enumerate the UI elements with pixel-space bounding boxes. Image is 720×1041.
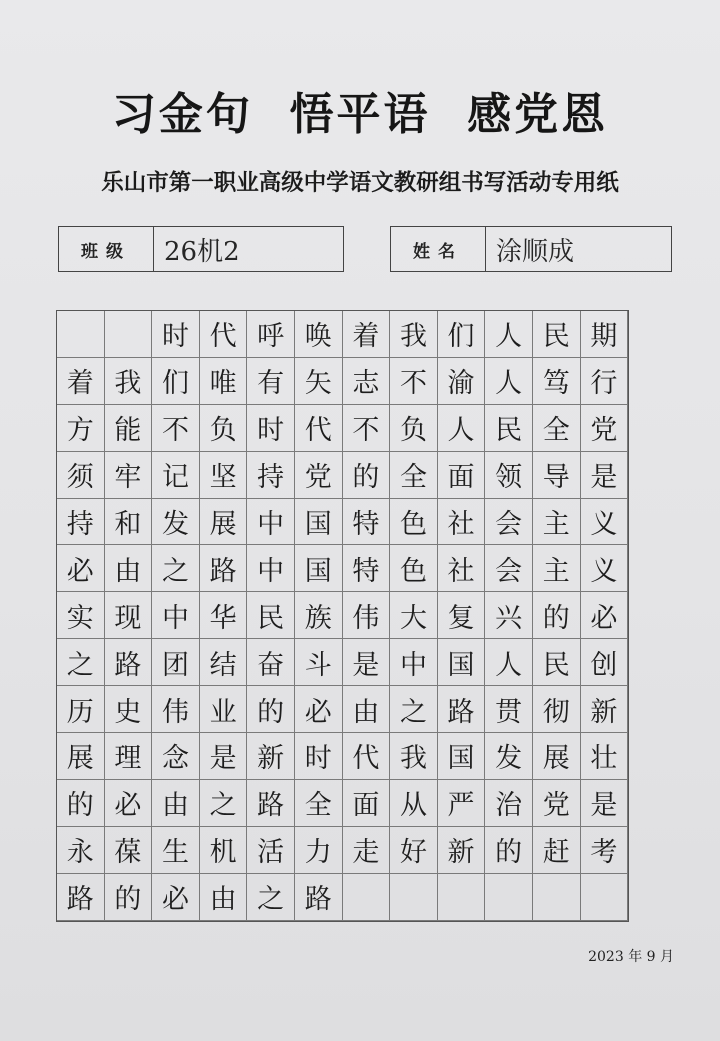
grid-cell: 着: [343, 311, 391, 358]
grid-cell: 永: [57, 827, 105, 874]
grid-cell: 伟: [152, 686, 200, 733]
grid-cell: 笃: [533, 358, 581, 405]
grid-cell: 唯: [200, 358, 248, 405]
grid-cell: 路: [247, 780, 295, 827]
grid-cell: 民: [247, 592, 295, 639]
grid-cell: 坚: [200, 452, 248, 499]
grid-cell: 路: [105, 639, 153, 686]
grid-cell: 的: [105, 874, 153, 921]
grid-cell: 会: [485, 545, 533, 592]
name-value: 涂顺成: [496, 236, 575, 267]
grid-cell: 走: [343, 827, 391, 874]
grid-cell: 党: [581, 405, 629, 452]
grid-cell: 展: [57, 733, 105, 780]
page-subtitle: 乐山市第一职业高级中学语文教研组书写活动专用纸: [101, 170, 619, 196]
grid-cell: 斗: [295, 639, 343, 686]
grid-cell: 能: [105, 405, 153, 452]
grid-cell: 新: [581, 686, 629, 733]
grid-cell: 必: [152, 874, 200, 921]
grid-cell: 念: [152, 733, 200, 780]
grid-cell: 代: [343, 733, 391, 780]
grid-cell: 们: [152, 358, 200, 405]
grid-cell: [57, 311, 105, 358]
grid-cell: 义: [581, 499, 629, 546]
grid-cell: 我: [390, 311, 438, 358]
grid-cell: 壮: [581, 733, 629, 780]
grid-cell: 我: [390, 733, 438, 780]
grid-cell: 中: [247, 545, 295, 592]
grid-cell: 负: [200, 405, 248, 452]
page-title: 习金句 悟平语 感党恩: [111, 89, 609, 140]
grid-cell: 路: [438, 686, 486, 733]
grid-cell: 展: [200, 499, 248, 546]
grid-cell: 的: [485, 827, 533, 874]
grid-cell: 力: [295, 827, 343, 874]
grid-cell: 治: [485, 780, 533, 827]
grid-cell: 期: [581, 311, 629, 358]
name-label: 姓名: [391, 227, 486, 271]
grid-cell: 持: [247, 452, 295, 499]
grid-cell: 代: [200, 311, 248, 358]
grid-cell: 奋: [247, 639, 295, 686]
grid-cell: 主: [533, 499, 581, 546]
grid-cell: 矢: [295, 358, 343, 405]
date-label: 2023 年 9 月: [588, 949, 674, 965]
grid-cell: 创: [581, 639, 629, 686]
grid-cell: 特: [343, 545, 391, 592]
grid-cell: 实: [57, 592, 105, 639]
grid-cell: 的: [57, 780, 105, 827]
grid-cell: 全: [533, 405, 581, 452]
grid-cell: 生: [152, 827, 200, 874]
grid-cell: 负: [390, 405, 438, 452]
grid-cell: 必: [105, 780, 153, 827]
grid-cell: 色: [390, 545, 438, 592]
grid-cell: 中: [390, 639, 438, 686]
grid-cell: 的: [247, 686, 295, 733]
grid-cell: 活: [247, 827, 295, 874]
grid-cell: 必: [581, 592, 629, 639]
grid-cell: 导: [533, 452, 581, 499]
class-value: 26机2: [164, 236, 240, 267]
class-field: [58, 226, 344, 272]
grid-cell: 团: [152, 639, 200, 686]
grid-cell: 牢: [105, 452, 153, 499]
grid-cell: 义: [581, 545, 629, 592]
grid-cell: 民: [533, 639, 581, 686]
grid-cell: 时: [152, 311, 200, 358]
grid-cell: 人: [485, 311, 533, 358]
grid-cell: 们: [438, 311, 486, 358]
grid-cell: 葆: [105, 827, 153, 874]
grid-cell: 赶: [533, 827, 581, 874]
grid-cell: [390, 874, 438, 921]
grid-cell: 社: [438, 545, 486, 592]
grid-cell: 中: [247, 499, 295, 546]
writing-grid: [56, 310, 629, 922]
grid-cell: 由: [200, 874, 248, 921]
grid-cell: 展: [533, 733, 581, 780]
grid-cell: 发: [152, 499, 200, 546]
grid-cell: 从: [390, 780, 438, 827]
grid-cell: 必: [57, 545, 105, 592]
grid-cell: 国: [295, 499, 343, 546]
grid-cell: 国: [438, 639, 486, 686]
grid-cell: 大: [390, 592, 438, 639]
grid-cell: 人: [485, 358, 533, 405]
grid-cell: 不: [390, 358, 438, 405]
grid-cell: 彻: [533, 686, 581, 733]
grid-cell: 之: [390, 686, 438, 733]
grid-cell: 族: [295, 592, 343, 639]
grid-cell: 严: [438, 780, 486, 827]
grid-cell: 史: [105, 686, 153, 733]
grid-cell: 国: [295, 545, 343, 592]
grid-cell: 会: [485, 499, 533, 546]
grid-cell: 人: [438, 405, 486, 452]
grid-cell: 特: [343, 499, 391, 546]
grid-cell: 时: [247, 405, 295, 452]
name-field: [390, 226, 672, 272]
grid-cell: 须: [57, 452, 105, 499]
grid-cell: 党: [295, 452, 343, 499]
grid-cell: 的: [533, 592, 581, 639]
grid-cell: 由: [343, 686, 391, 733]
grid-cell: 面: [343, 780, 391, 827]
grid-cell: 路: [200, 545, 248, 592]
grid-cell: 历: [57, 686, 105, 733]
grid-cell: 是: [200, 733, 248, 780]
grid-cell: 是: [581, 452, 629, 499]
grid-cell: 方: [57, 405, 105, 452]
grid-cell: 发: [485, 733, 533, 780]
grid-cell: 行: [581, 358, 629, 405]
grid-cell: 之: [57, 639, 105, 686]
grid-cell: 好: [390, 827, 438, 874]
grid-cell: 民: [485, 405, 533, 452]
grid-cell: 的: [343, 452, 391, 499]
grid-cell: 考: [581, 827, 629, 874]
grid-cell: 是: [581, 780, 629, 827]
grid-cell: 人: [485, 639, 533, 686]
grid-cell: 呼: [247, 311, 295, 358]
grid-cell: 由: [152, 780, 200, 827]
grid-cell: [438, 874, 486, 921]
grid-cell: 唤: [295, 311, 343, 358]
grid-cell: 全: [390, 452, 438, 499]
grid-cell: 色: [390, 499, 438, 546]
grid-cell: 复: [438, 592, 486, 639]
grid-cell: 现: [105, 592, 153, 639]
grid-cell: 有: [247, 358, 295, 405]
grid-cell: 和: [105, 499, 153, 546]
grid-cell: 由: [105, 545, 153, 592]
grid-cell: 民: [533, 311, 581, 358]
grid-cell: 新: [438, 827, 486, 874]
grid-cell: 之: [200, 780, 248, 827]
grid-cell: 之: [247, 874, 295, 921]
grid-cell: 记: [152, 452, 200, 499]
grid-cell: 路: [57, 874, 105, 921]
grid-cell: 结: [200, 639, 248, 686]
grid-cell: 新: [247, 733, 295, 780]
grid-cell: 持: [57, 499, 105, 546]
grid-cell: 不: [152, 405, 200, 452]
grid-cell: [533, 874, 581, 921]
class-label: 班级: [59, 227, 154, 271]
grid-cell: 路: [295, 874, 343, 921]
grid-cell: 贯: [485, 686, 533, 733]
grid-cell: 理: [105, 733, 153, 780]
grid-cell: 着: [57, 358, 105, 405]
grid-cell: 伟: [343, 592, 391, 639]
grid-cell: 党: [533, 780, 581, 827]
grid-cell: [105, 311, 153, 358]
grid-cell: 中: [152, 592, 200, 639]
grid-cell: 渝: [438, 358, 486, 405]
grid-cell: 不: [343, 405, 391, 452]
grid-cell: [343, 874, 391, 921]
grid-cell: [485, 874, 533, 921]
grid-cell: 国: [438, 733, 486, 780]
grid-cell: 业: [200, 686, 248, 733]
grid-cell: 之: [152, 545, 200, 592]
grid-cell: 面: [438, 452, 486, 499]
grid-cell: 机: [200, 827, 248, 874]
grid-cell: 全: [295, 780, 343, 827]
grid-cell: 华: [200, 592, 248, 639]
grid-cell: 必: [295, 686, 343, 733]
grid-cell: 代: [295, 405, 343, 452]
grid-cell: 是: [343, 639, 391, 686]
grid-cell: [581, 874, 629, 921]
grid-cell: 社: [438, 499, 486, 546]
grid-cell: 主: [533, 545, 581, 592]
grid-cell: 领: [485, 452, 533, 499]
grid-cell: 兴: [485, 592, 533, 639]
grid-cell: 我: [105, 358, 153, 405]
grid-cell: 志: [343, 358, 391, 405]
grid-cell: 时: [295, 733, 343, 780]
